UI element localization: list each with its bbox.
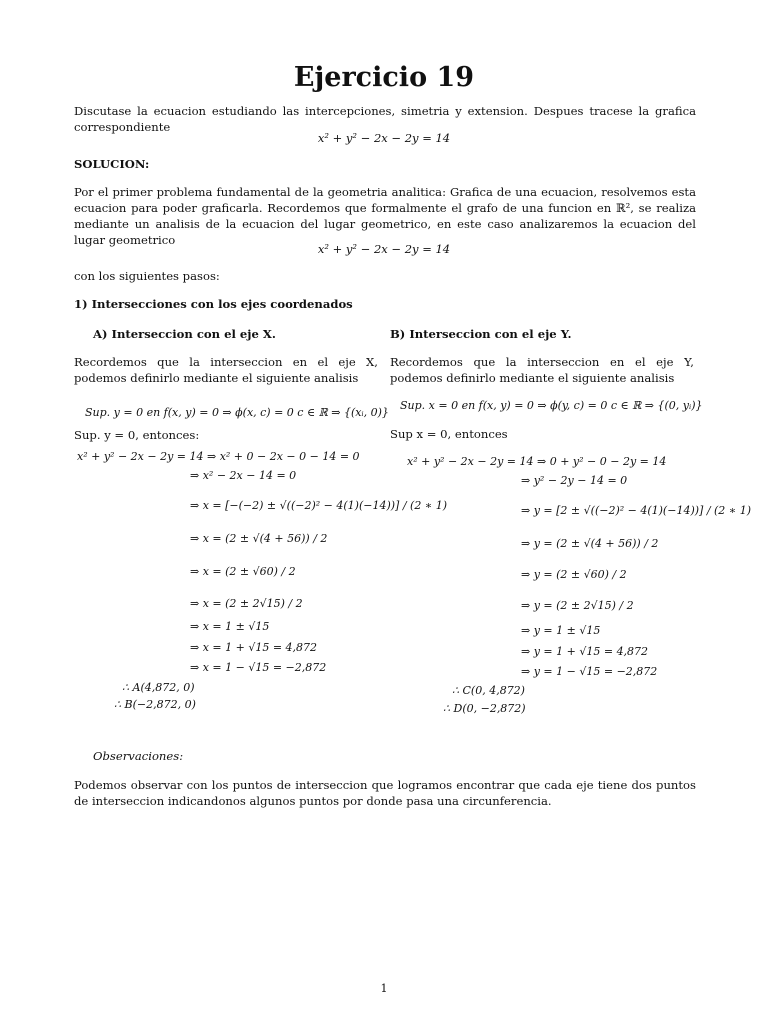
x-step-6: ⇒ x = (2 ± 2√15) / 2 — [190, 597, 303, 610]
y-step-3: ⇒ y = [2 ± √((−2)² − 4(1)(−14))] / (2 ∗ 1) — [521, 504, 752, 517]
point-d: ∴ D(0, −2,872) — [443, 702, 526, 715]
x-step-3: ⇒ x = [−(−2) ± √((−2)² − 4(1)(−14))] / (2 ∗ 1) — [190, 499, 448, 512]
point-c: ∴ C(0, 4,872) — [452, 684, 525, 697]
y-step-1: x² + y² − 2x − 2y = 14 ⇒ 0 + y² − 0 − 2y = 14 — [407, 455, 667, 468]
point-b: ∴ B(−2,872, 0) — [114, 698, 196, 711]
conclusion-text: Podemos observar con los puntos de interseccion que logramos encontrar que cada eje tiene dos puntos de interseccion indicandonos algunos puntos por donde pasa una circunferencia. — [74, 778, 696, 808]
y-step-9: ⇒ y = 1 − √15 = −2,872 — [521, 665, 658, 678]
x-step-8: ⇒ x = 1 + √15 = 4,872 — [190, 641, 318, 654]
main-equation: x² + y² − 2x − 2y = 14 — [317, 131, 451, 145]
paragraph-intro: Por el primer problema fundamental de la geometria analitica: Grafica de una ecuacion, resolvemos esta ecuacion para poder graficarla. Recordemos que formalmente el grafo de una funcion en ℝ², se realiza mediante un analisis de la ecuacion del lugar geometrico, en este caso analizaremos la ecuacion del lugar geometrico — [74, 185, 696, 247]
x-step-2: ⇒ x² − 2x − 14 = 0 — [190, 469, 297, 482]
locus-equation: x² + y² − 2x − 2y = 14 — [317, 242, 451, 256]
solution-label: SOLUCION: — [74, 157, 150, 171]
y-step-8: ⇒ y = 1 + √15 = 4,872 — [521, 645, 649, 658]
x-step-1: x² + y² − 2x − 2y = 14 ⇒ x² + 0 − 2x − 0 − 14 = 0 — [77, 450, 360, 463]
problem-statement: Discutase la ecuacion estudiando las intercepciones, simetria y extension. Despues tracese la grafica correspondiente — [74, 104, 696, 134]
steps-intro: con los siguientes pasos: — [74, 269, 220, 283]
x-axis-assumption: Sup. y = 0 en f(x, y) = 0 ⇒ ϕ(x, c) = 0 c ∈ ℝ ⇒ {(xᵢ, 0)} — [85, 406, 389, 419]
x-step-7: ⇒ x = 1 ± √15 — [190, 620, 270, 633]
y-axis-text: Recordemos que la interseccion en el eje Y, podemos definirlo mediante el siguiente analisis — [390, 355, 694, 385]
point-a: ∴ A(4,872, 0) — [122, 681, 195, 694]
section-heading: 1) Intersecciones con los ejes coordenados — [74, 297, 353, 311]
x-step-9: ⇒ x = 1 − √15 = −2,872 — [190, 661, 327, 674]
y-step-7: ⇒ y = 1 ± √15 — [521, 624, 601, 637]
x-step-5: ⇒ x = (2 ± √60) / 2 — [190, 565, 296, 578]
page-title: Ejercicio 19 — [293, 62, 475, 93]
page-number: 1 — [380, 982, 388, 995]
y-axis-substitution: Sup x = 0, entonces — [390, 427, 508, 441]
x-axis-heading: A) Interseccion con el eje X. — [93, 327, 276, 341]
y-step-6: ⇒ y = (2 ± 2√15) / 2 — [521, 599, 634, 612]
x-step-4: ⇒ x = (2 ± √(4 + 56)) / 2 — [190, 532, 328, 545]
x-axis-substitution: Sup. y = 0, entonces: — [74, 428, 200, 442]
y-axis-assumption: Sup. x = 0 en f(x, y) = 0 ⇒ ϕ(y, c) = 0 c ∈ ℝ ⇒ {(0, yᵢ)} — [400, 399, 703, 412]
y-step-2: ⇒ y² − 2y − 14 = 0 — [521, 474, 628, 487]
y-axis-heading: B) Interseccion con el eje Y. — [390, 327, 572, 341]
x-axis-text: Recordemos que la interseccion en el eje X, podemos definirlo mediante el siguiente analisis — [74, 355, 378, 385]
observations-label: Observaciones: — [93, 749, 184, 763]
y-step-5: ⇒ y = (2 ± √60) / 2 — [521, 568, 627, 581]
y-step-4: ⇒ y = (2 ± √(4 + 56)) / 2 — [521, 537, 659, 550]
